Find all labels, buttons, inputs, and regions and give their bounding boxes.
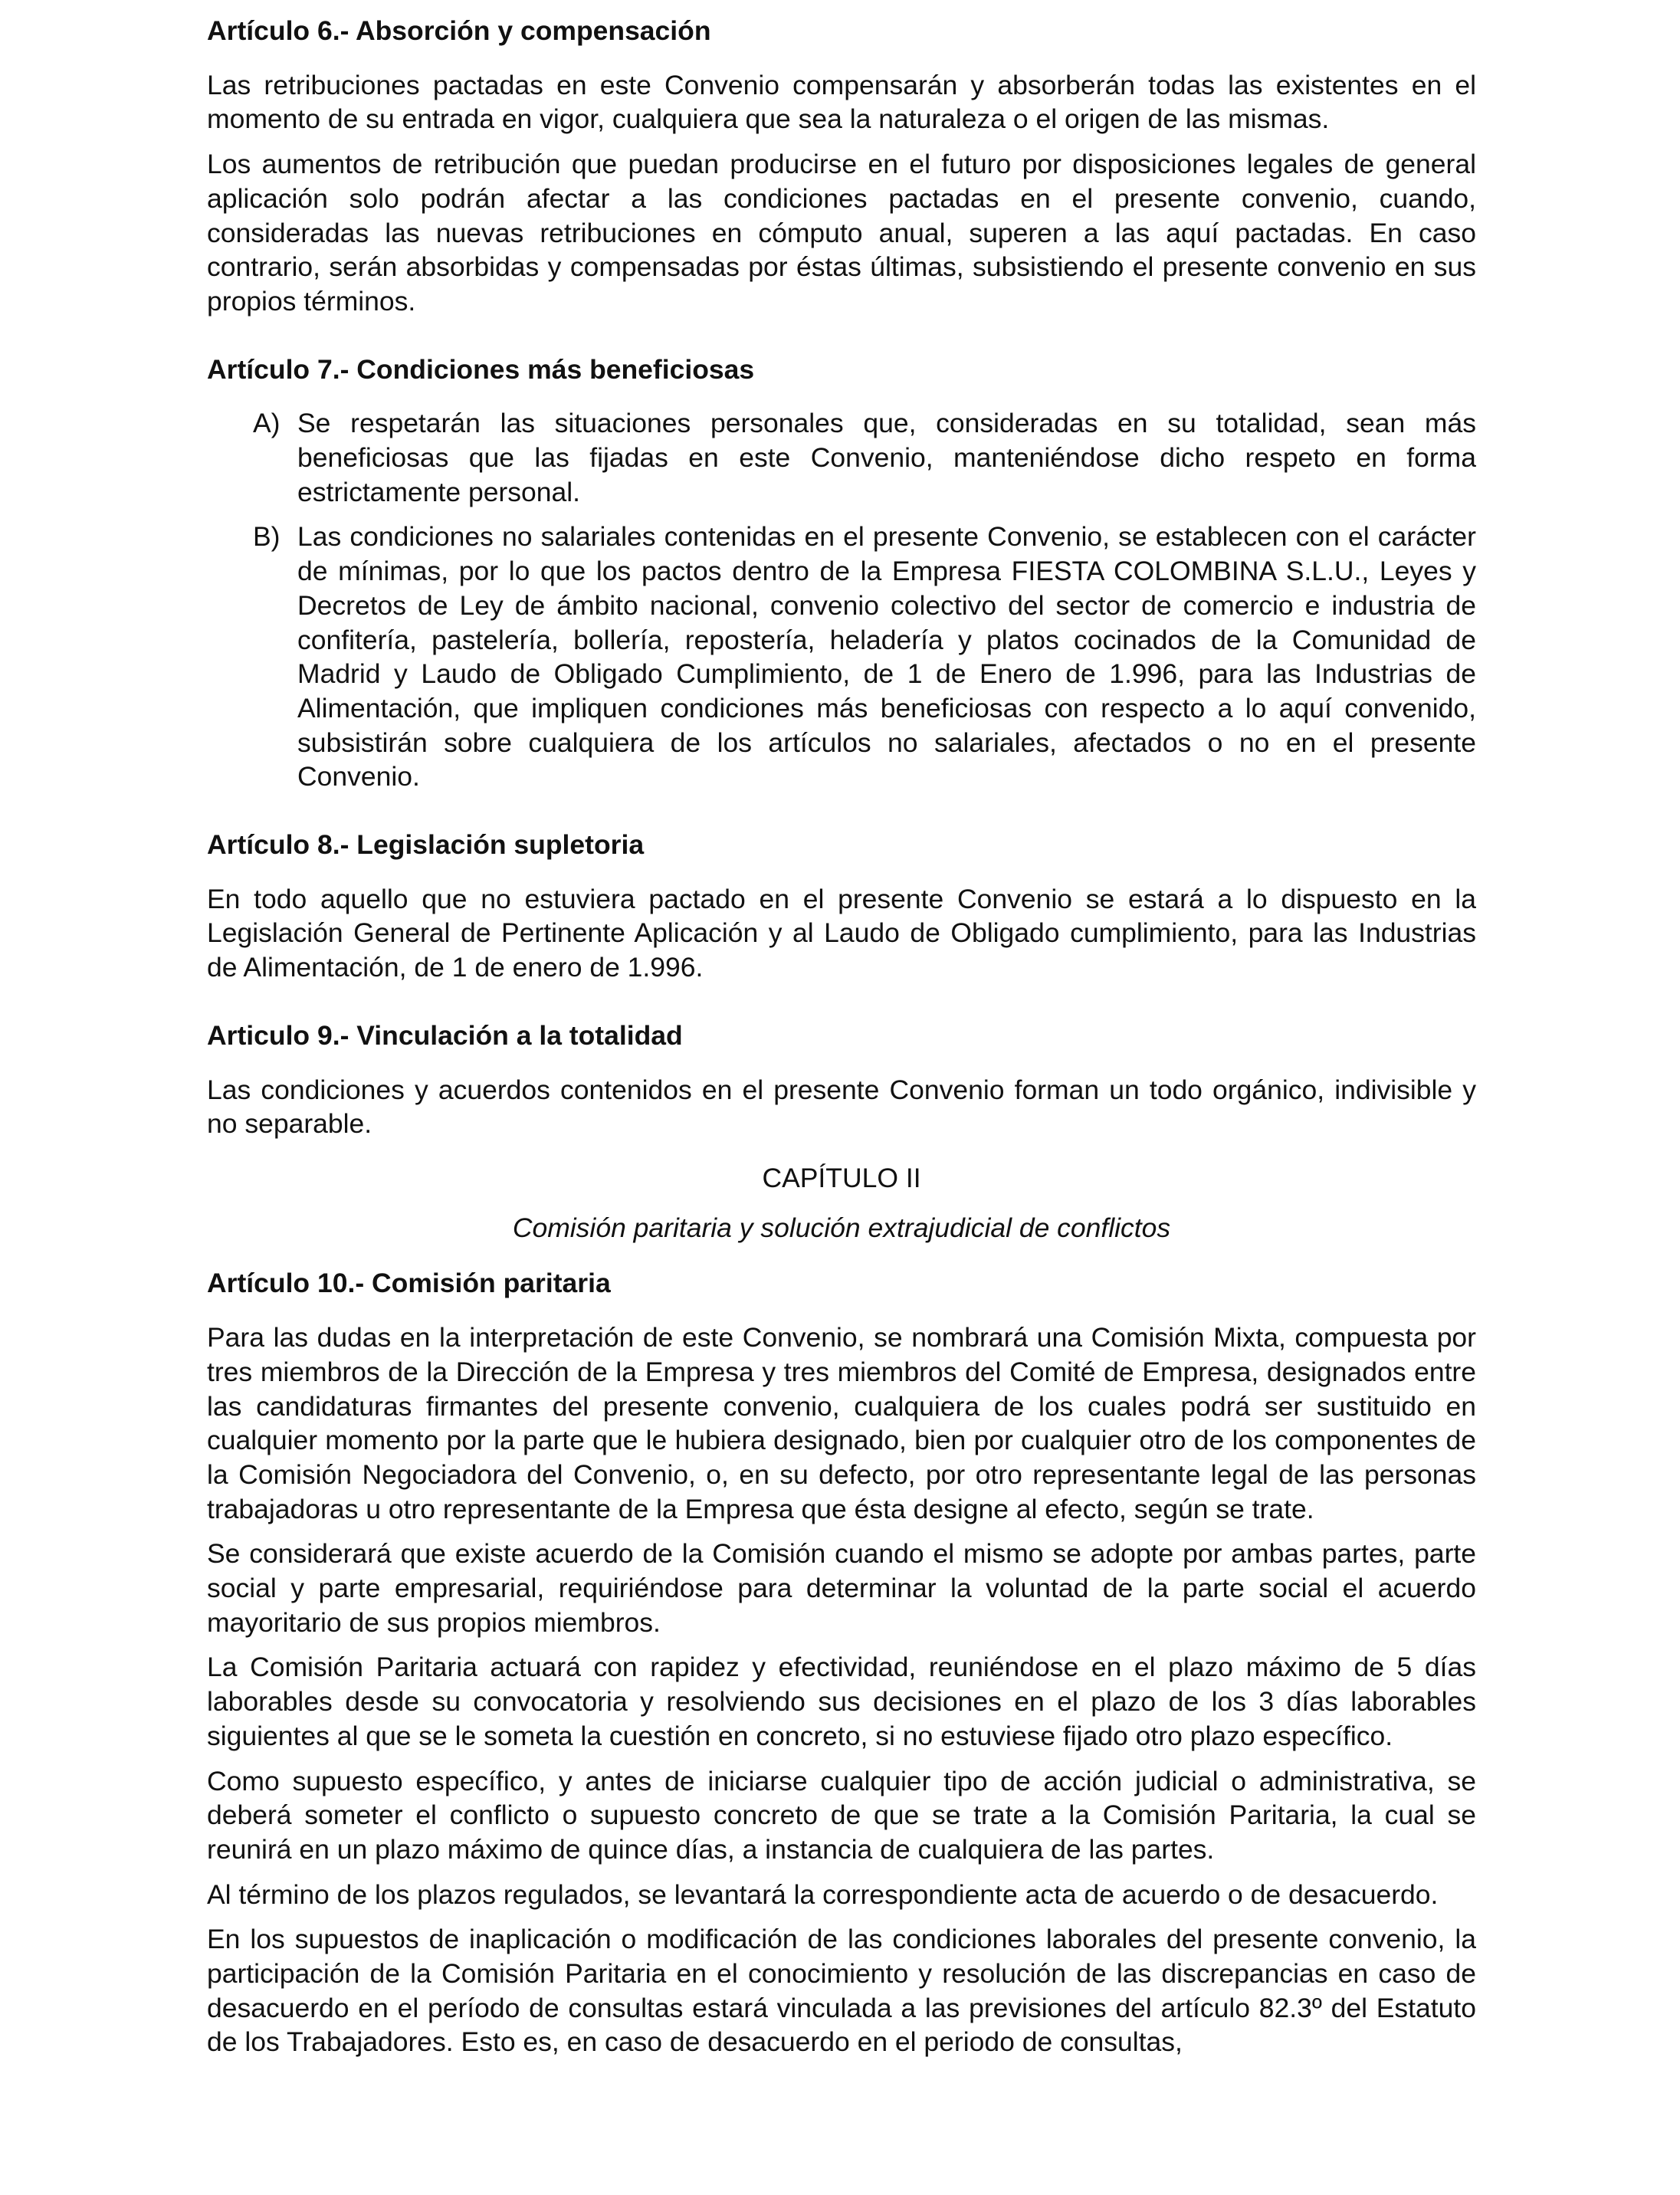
article-paragraph: En los supuestos de inaplicación o modificación de las condiciones laborales del presente convenio, la participación de la Comisión Paritaria en el conocimiento y resolución de las discrepancias en caso de desacuerdo en el período de consultas estará vinculada a las previsiones del artículo 82.3º del Estatuto de los Trabajadores. Esto es, en caso de desacuerdo en el periodo de consultas, — [207, 1924, 1476, 2058]
article-paragraph: Como supuesto específico, y antes de iniciarse cualquier tipo de acción judicial o administrativa, se deberá someter el conflicto o supuesto concreto de que se trate a la Comisión Paritaria, la cual se reunirá en un plazo máximo de quince días, a instancia de cualquiera de las partes. — [207, 1765, 1476, 1865]
article-10 — [207, 1266, 1476, 2059]
article-title: Artículo 6.- Absorción y compensación — [207, 15, 711, 46]
article-7 — [207, 353, 1476, 794]
list-item-text: Se respetarán las situaciones personales que, consideradas en su totalidad, sean más beneficiosas que las fijadas en este Convenio, manteniéndose dicho respeto en forma estrictamente personal. — [297, 408, 1476, 507]
article-6 — [207, 14, 1476, 319]
list-marker: B) — [253, 521, 281, 553]
article-paragraph: Las condiciones y acuerdos contenidos en el presente Convenio forman un todo orgánico, indivisible y no separable. — [207, 1074, 1476, 1140]
article-title: Artículo 10.- Comisión paritaria — [207, 1268, 611, 1299]
article-paragraph: Al término de los plazos regulados, se levantará la correspondiente acta de acuerdo o de desacuerdo. — [207, 1878, 1439, 1910]
list-marker: A) — [253, 408, 281, 439]
chapter-heading: CAPÍTULO II — [762, 1162, 921, 1193]
article-8 — [207, 828, 1476, 985]
article-paragraph: Para las dudas en la interpretación de este Convenio, se nombrará una Comisión Mixta, compuesta por tres miembros de la Dirección de la Empresa y tres miembros del Comité de Empresa, designados entre las candidaturas firmantes del presente convenio, cualquiera de los cuales podrá ser sustituido en cualquier momento por la parte que le hubiera designado, bien por cualquier otro de los componentes de la Comisión Negociadora del Convenio, o, en su defecto, por otro representante legal de las personas trabajadoras u otro representante de la Empresa que ésta designe al efecto, según se trate. — [207, 1322, 1476, 1524]
article-paragraph: Se considerará que existe acuerdo de la Comisión cuando el mismo se adopte por ambas partes, parte social y parte empresarial, requiriéndose para determinar la voluntad de la parte social el acuerdo mayoritario de sus propios miembros. — [207, 1538, 1476, 1638]
article-paragraph: Los aumentos de retribución que puedan producirse en el futuro por disposiciones legales de general aplicación solo podrán afectar a las condiciones pactadas en el presente convenio, cuando, consideradas las nuevas retribuciones en cómputo anual, superen a las aquí pactadas. En caso contrario, serán absorbidas y compensadas por éstas últimas, subsistiendo el presente convenio en sus propios términos. — [207, 149, 1476, 317]
list-item-text: Las condiciones no salariales contenidas en el presente Convenio, se establecen con el carácter de mínimas, por lo que los pactos dentro de la Empresa FIESTA COLOMBINA S.L.U., Leyes y Decretos de Ley de ámbito nacional, convenio colectivo del sector de comercio e industria de confitería, pastelería, bollería, repostería, heladería y platos cocinados de la Comunidad de Madrid y Laudo de Obligado Cumplimiento, de 1 de Enero de 1.996, para las Industrias de Alimentación, que impliquen condiciones más beneficiosas con respecto a lo aquí convenido, subsistirán sobre cualquiera de los artículos no salariales, afectados o no en el presente Convenio. — [297, 521, 1476, 792]
chapter-subtitle: Comisión paritaria y solución extrajudicial de conflictos — [512, 1212, 1171, 1243]
article-paragraph: En todo aquello que no estuviera pactado en el presente Convenio se estará a lo dispuesto en la Legislación General de Pertinente Aplicación y al Laudo de Obligado cumplimiento, para las Industrias de Alimentación, de 1 de enero de 1.996. — [207, 883, 1476, 983]
article-paragraph: La Comisión Paritaria actuará con rapidez y efectividad, reuniéndose en el plazo máximo de 5 días laborables desde su convocatoria y resolviendo sus decisiones en el plazo de los 3 días laborables siguientes al que se le someta la cuestión en concreto, si no estuviese fijado otro plazo específico. — [207, 1652, 1476, 1751]
article-title: Artículo 8.- Legislación supletoria — [207, 829, 645, 861]
article-9 — [207, 1019, 1476, 1141]
list-item — [207, 520, 1476, 794]
article-paragraph: Las retribuciones pactadas en este Convenio compensarán y absorberán todas las existentes en el momento de su entrada en vigor, cualquiera que sea la naturaleza o el origen de las mismas. — [207, 69, 1476, 135]
document-page — [207, 14, 1476, 2070]
article-title: Artículo 7.- Condiciones más beneficiosas — [207, 353, 755, 385]
article-title: Articulo 9.- Vinculación a la totalidad — [207, 1019, 683, 1051]
list-item — [207, 406, 1476, 509]
